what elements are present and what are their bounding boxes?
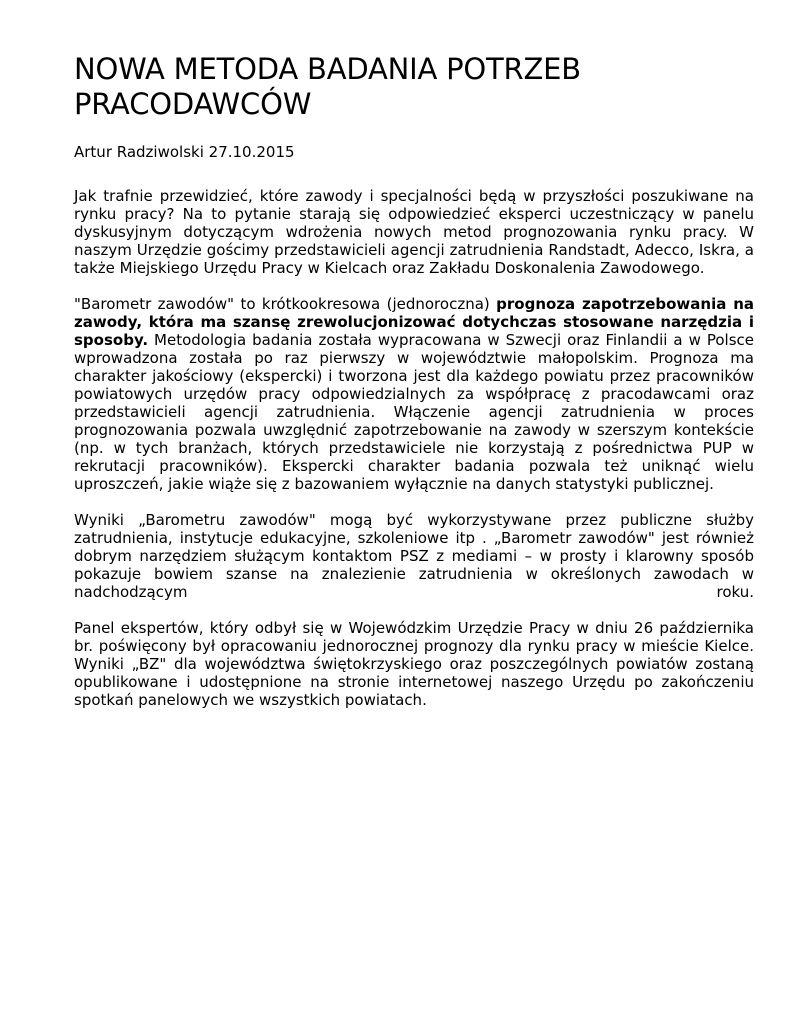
paragraph-results: Wyniki „Barometru zawodów" mogą być wykorzystywane przez publiczne służby zatrudnienia, instytucje edukacyjne, szkoleniowe itp . „Barometr zawodów" jest również dobrym narzędziem służącym kontaktom PSZ z mediami – w prosty i klarowny sposób pokazuje bowiem szanse na znalezienie zatrudnienia w określonych zawodach w nadchodzącym roku. — [74, 511, 754, 601]
paragraph-barometr — [74, 295, 754, 493]
paragraph-barometr-start: "Barometr zawodów" to krótkookresowa (jednoroczna) — [74, 295, 497, 313]
paragraph-panel: Panel ekspertów, który odbył się w Wojewódzkim Urzędzie Pracy w dniu 26 października br. poświęcony był opracowaniu jednorocznej prognozy dla rynku pracy w mieście Kielce. Wyniki „BZ" dla województwa świętokrzyskiego oraz poszczególnych powiatów zostaną opublikowane i udostępnione na stronie internetowej naszego Urzędu po zakończeniu spotkań panelowych we wszystkich powiatach. — [74, 619, 754, 709]
article-byline: Artur Radziwolski 27.10.2015 — [74, 143, 295, 161]
paragraph-barometr-rest: Metodologia badania została wypracowana w Szwecji oraz Finlandii a w Polsce wprowadzona została po raz pierwszy w województwie małopolskim. Prognoza ma charakter jakościowy (ekspercki) i tworzona jest dla każdego powiatu przez pracowników powiatowych urzędów pracy odpowiedzialnych za współpracę z pracodawcami oraz przedstawicieli agencji zatrudnienia. Włączenie agencji zatrudnienia w proces prognozowania pozwala uwzględnić zapotrzebowanie na zawody w szerszym kontekście (np. w tych branżach, których przedstawiciele nie korzystają z pośrednictwa PUP w rekrutacji pracowników). Ekspercki charakter badania pozwala też uniknąć wielu uproszczeń, jakie wiąże się z bazowaniem wyłącznie na danych statystyki publicznej. — [74, 331, 754, 493]
paragraph-intro: Jak trafnie przewidzieć, które zawody i specjalności będą w przyszłości poszukiwane na rynku pracy? Na to pytanie starają się odpowiedzieć eksperci uczestniczący w panelu dyskusyjnym dotyczącym wdrożenia nowych metod prognozowania rynku pracy. W naszym Urzędzie gościmy przedstawicieli agencji zatrudnienia Randstadt, Adecco, Iskra, a także Miejskiego Urzędu Pracy w Kielcach oraz Zakładu Doskonalenia Zawodowego. — [74, 187, 754, 277]
paragraph-barometr-highlight: prognoza zapotrzebowania na zawody, która ma szansę zrewolucjonizować dotychczas stosowane narzędzia i sposoby. — [74, 295, 755, 349]
article — [74, 52, 754, 709]
article-title: NOWA METODA BADANIA POTRZEB PRACODAWCÓW — [74, 52, 581, 121]
